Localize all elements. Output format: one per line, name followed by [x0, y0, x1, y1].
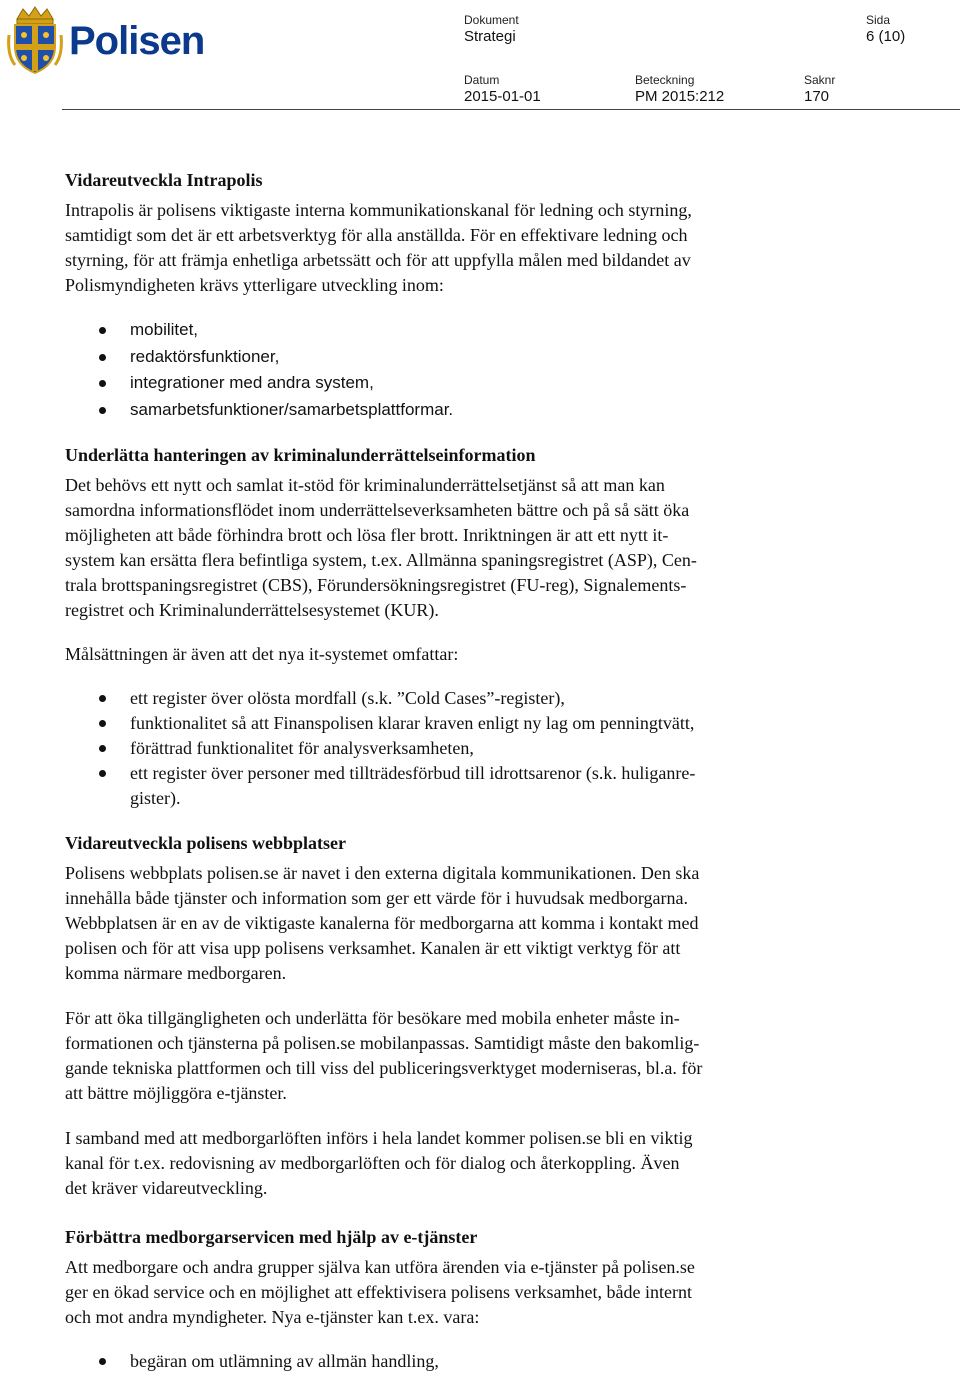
reference-value: PM 2015:212	[635, 88, 725, 105]
list-item: ett register över olösta mordfall (s.k. ”Cold Cases”-register),	[65, 686, 840, 711]
paragraph-line: samtidigt som det är ett arbetsverktyg för alla anställda. För en effektivare ledning och	[65, 225, 688, 245]
case-number-value: 170	[804, 88, 830, 105]
page-number: 6 (10)	[866, 28, 906, 45]
paragraph-line: kanal för t.ex. redovisning av medborgarlöften och för dialog och återkoppling. Även	[65, 1153, 680, 1173]
case-number-label: Saknr	[804, 73, 836, 87]
paragraph-line: samordna informationsflödet inom underrättelseverksamheten bättre och på så sätt öka	[65, 500, 690, 520]
paragraph-line: möjligheten att både förhindra brott och lösa fler brott. Inriktningen är att ett nytt it-	[65, 525, 669, 545]
list-item: integrationer med andra system,	[65, 370, 840, 397]
paragraph-line: I samband med att medborgarlöften införs i hela landet kommer polisen.se bli en viktig	[65, 1128, 693, 1148]
section-heading-webb: Vidareutveckla polisens webbplatser	[65, 833, 347, 853]
list-item: funktionalitet så att Finanspolisen klarar kraven enligt ny lag om penningtvätt,	[65, 711, 840, 736]
section-heading-intrapolis: Vidareutveckla Intrapolis	[65, 170, 263, 190]
paragraph-line: styrning, för att främja enhetliga arbetssätt och för att uppfylla målen med bildandet av	[65, 250, 691, 270]
paragraph-line: att bättre möjliggöra e-tjänster.	[65, 1083, 287, 1103]
paragraph-line: komma närmare medborgaren.	[65, 963, 287, 983]
header-divider	[62, 109, 960, 110]
bullet-icon	[99, 1358, 106, 1365]
kriminal-bullet-list	[65, 686, 840, 811]
lead-in-text: Målsättningen är även att det nya it-systemet omfattar:	[65, 644, 459, 664]
section-heading-etjanster: Förbättra medborgarservicen med hjälp av e-tjänster	[65, 1227, 478, 1247]
bullet-icon	[99, 720, 106, 727]
section-heading-kriminal: Underlätta hanteringen av kriminalunderrättelseinformation	[65, 445, 536, 465]
etjanster-bullet-list	[65, 1349, 840, 1374]
paragraph-line: Det behövs ett nytt och samlat it-stöd för kriminalunderrättelsetjänst så att man kan	[65, 475, 665, 495]
intrapolis-bullet-list	[65, 317, 840, 423]
paragraph-line: det kräver vidareutveckling.	[65, 1178, 268, 1198]
bullet-icon	[99, 745, 106, 752]
list-item: förättrad funktionalitet för analysverksamheten,	[65, 736, 840, 761]
paragraph-line: Polismyndigheten krävs ytterligare utveckling inom:	[65, 275, 444, 295]
paragraph-line: För att öka tillgängligheten och underlätta för besökare med mobila enheter måste in-	[65, 1008, 680, 1028]
bullet-icon	[99, 695, 106, 702]
police-logo	[5, 5, 205, 77]
list-item: redaktörsfunktioner,	[65, 344, 840, 371]
paragraph-line: polisen och för att visa upp polisens verksamhet. Kanalen är ett viktigt verktyg för att	[65, 938, 681, 958]
bullet-icon	[99, 354, 106, 361]
date-label: Datum	[464, 73, 500, 87]
paragraph-line: registret och Kriminalunderrättelsesystemet (KUR).	[65, 600, 439, 620]
bullet-icon	[99, 327, 106, 334]
paragraph-line: och mot andra myndigheter. Nya e-tjänster kan t.ex. vara:	[65, 1307, 480, 1327]
document-body	[65, 168, 840, 1374]
paragraph-line: system kan ersätta flera befintliga system, t.ex. Allmänna spaningsregistret (ASP), Cen-	[65, 550, 697, 570]
list-item: ett register över personer med tillträdesförbud till idrottsarenor (s.k. huliganre- gister).	[65, 761, 840, 811]
document-label: Dokument	[464, 13, 519, 27]
paragraph-line: Intrapolis är polisens viktigaste interna kommunikationskanal för ledning och styrning,	[65, 200, 692, 220]
bullet-icon	[99, 770, 106, 777]
list-item: begäran om utlämning av allmän handling,	[65, 1349, 840, 1374]
logo-wordmark: Polisen	[69, 19, 205, 63]
paragraph-line: Webbplatsen är en av de viktigaste kanalerna för medborgarna att komma i kontakt med	[65, 913, 699, 933]
paragraph-line: ger en ökad service och en möjlighet att effektivisera polisens verksamhet, både internt	[65, 1282, 692, 1302]
coat-of-arms-icon	[5, 5, 65, 77]
paragraph-line: Att medborgare och andra grupper själva kan utföra ärenden via e-tjänster på polisen.se	[65, 1257, 695, 1277]
list-item: samarbetsfunktioner/samarbetsplattformar.	[65, 397, 840, 424]
paragraph-line: Polisens webbplats polisen.se är navet i den externa digitala kommunikationen. Den ska	[65, 863, 700, 883]
list-item: mobilitet,	[65, 317, 840, 344]
paragraph-line: trala brottspaningsregistret (CBS), Förundersökningsregistret (FU-reg), Signalements-	[65, 575, 687, 595]
document-value: Strategi	[464, 28, 516, 45]
reference-label: Beteckning	[635, 73, 695, 87]
bullet-icon	[99, 380, 106, 387]
paragraph-line: formationen och tjänsterna på polisen.se mobilanpassas. Samtidigt måste den bakomlig-	[65, 1033, 700, 1053]
page-label: Sida	[866, 13, 891, 27]
bullet-icon	[99, 407, 106, 414]
paragraph-line: innehålla både tjänster och information som ger ett värde för i huvudsak medborgarna.	[65, 888, 688, 908]
date-value: 2015-01-01	[464, 88, 541, 105]
page-header	[0, 0, 960, 112]
paragraph-line: gande tekniska plattformen och till viss del publiceringsverktyget moderniseras, bl.a. för	[65, 1058, 703, 1078]
